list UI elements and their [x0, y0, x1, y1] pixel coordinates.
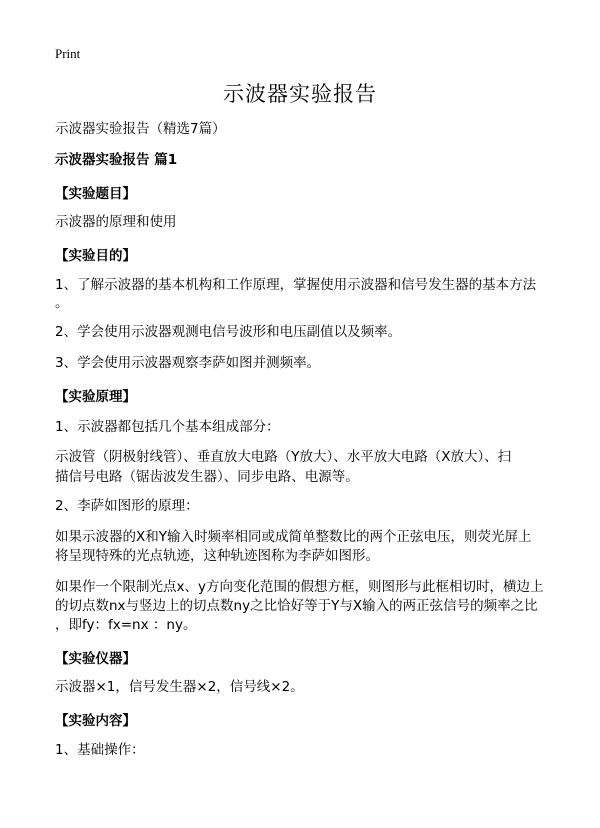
lissajous-line-2: 将呈现特殊的光点轨迹，这种轨迹图称为李萨如图形。	[55, 548, 379, 564]
document-subtitle: 示波器实验报告（精选7篇）	[55, 121, 226, 137]
lissajous-line-1: 如果示波器的X和Y输入时频率相同或成简单整数比的两个正弦电压，则荧光屏上	[55, 529, 532, 545]
heading-experiment-principle: 【实验原理】	[55, 389, 136, 405]
principle-item-2: 2、李萨如图形的原理：	[55, 498, 199, 514]
heading-experiment-topic: 【实验题目】	[55, 186, 136, 202]
principle-parts-line-2: 描信号电路（锯齿波发生器）、同步电路、电源等。	[55, 469, 359, 485]
heading-experiment-content: 【实验内容】	[55, 713, 136, 729]
instruments-text: 示波器×1，信号发生器×2，信号线×2。	[55, 679, 304, 695]
print-link[interactable]: Print	[55, 46, 81, 61]
tangent-line-1: 如果作一个限制光点x、y方向变化范围的假想方框，则图形与此框相切时，横边上	[55, 579, 544, 595]
heading-experiment-instruments: 【实验仪器】	[55, 651, 136, 667]
purpose-item-1-line-1: 1、了解示波器的基本机构和工作原理，掌握使用示波器和信号发生器的基本方法	[55, 277, 537, 293]
document-title: 示波器实验报告	[223, 82, 377, 106]
tangent-line-2: 的切点数nx与竖边上的切点数ny之比恰好等于Y与X输入的两正弦信号的频率之比	[55, 598, 538, 614]
tangent-line-3: ，即fy：fx=nx ：ny。	[55, 617, 197, 633]
section-title: 示波器实验报告 篇1	[55, 152, 178, 168]
purpose-item-1-line-2: 。	[55, 295, 69, 311]
principle-item-1: 1、示波器都包括几个基本组成部分：	[55, 419, 280, 435]
purpose-item-2: 2、学会使用示波器观测电信号波形和电压副值以及频率。	[55, 324, 402, 340]
heading-experiment-purpose: 【实验目的】	[55, 248, 136, 264]
principle-parts-line-1: 示波管（阴极射线管）、垂直放大电路（Y放大）、水平放大电路（X放大）、扫	[55, 449, 512, 465]
experiment-topic-text: 示波器的原理和使用	[55, 214, 177, 230]
content-item-1: 1、基础操作：	[55, 742, 145, 758]
purpose-item-3: 3、学会使用示波器观察李萨如图并测频率。	[55, 355, 321, 371]
